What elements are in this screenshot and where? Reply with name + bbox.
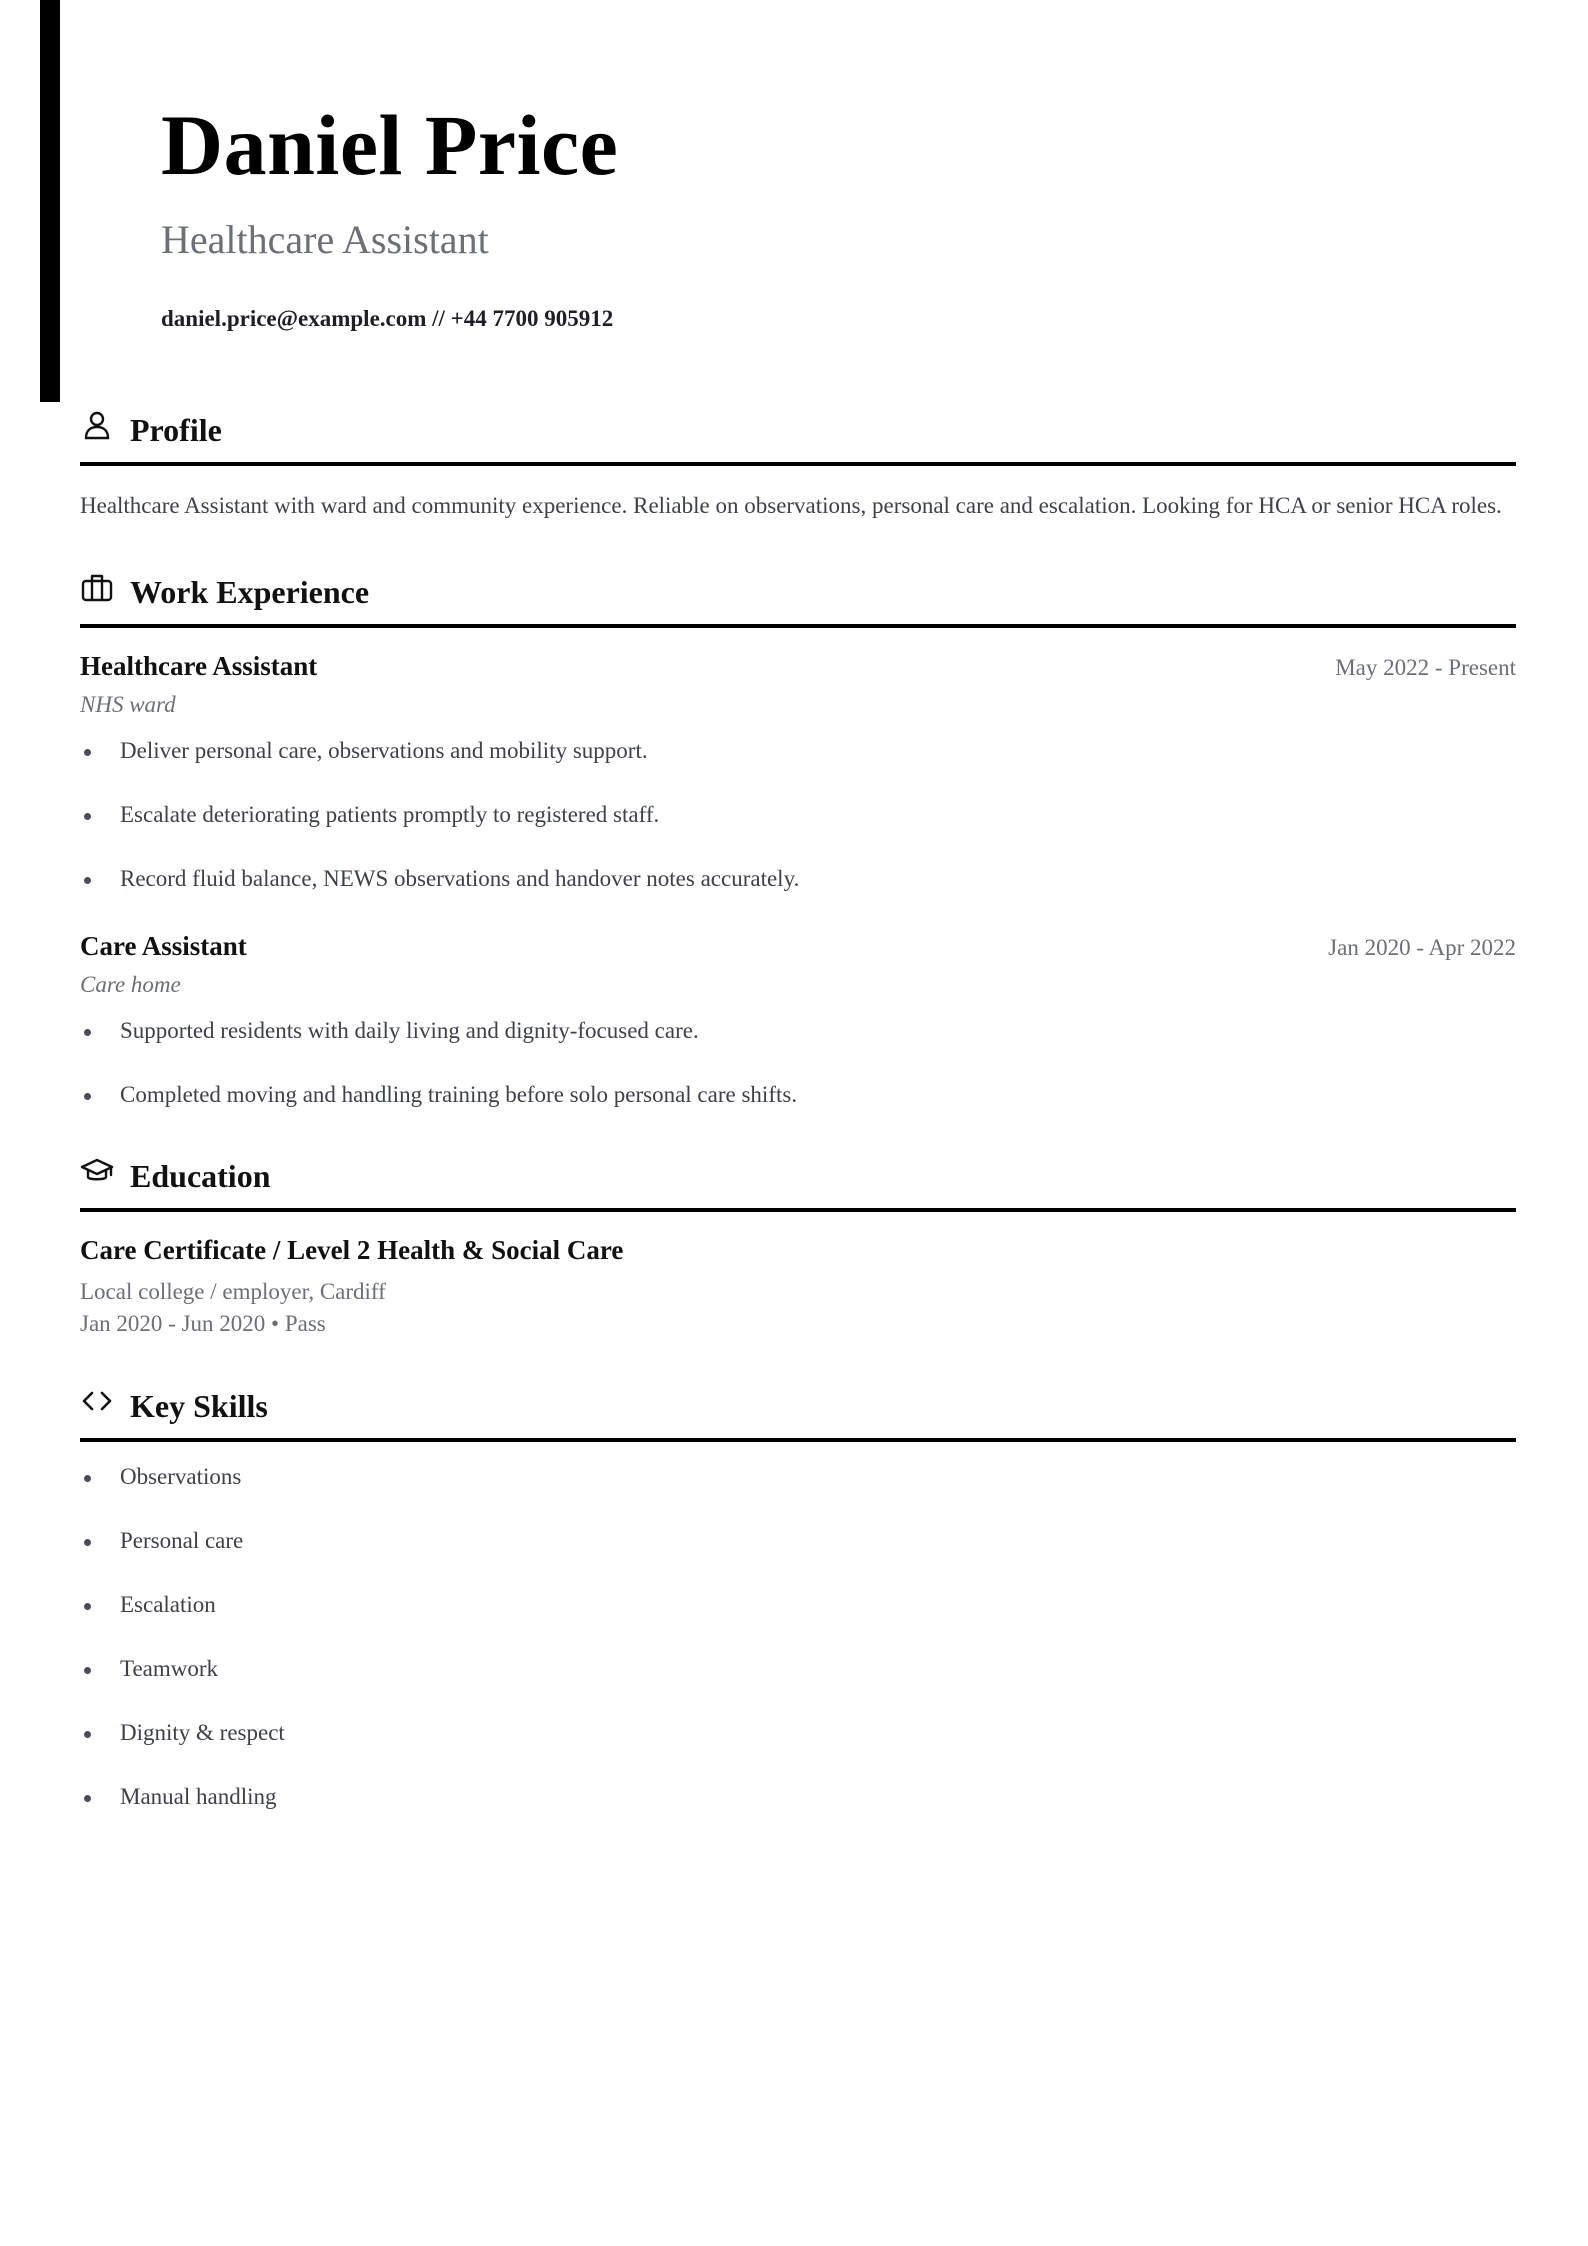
skill-item: Observations	[80, 1462, 1516, 1492]
education-title: Education	[130, 1158, 271, 1194]
skill-item: Teamwork	[80, 1654, 1516, 1684]
accent-bar	[40, 0, 60, 402]
experience-section	[80, 572, 1516, 1110]
contact-line: daniel.price@example.com // +44 7700 905912	[161, 306, 614, 331]
job-title: Healthcare Assistant	[80, 651, 318, 681]
skill-item: Personal care	[80, 1526, 1516, 1556]
profile-heading	[80, 410, 1516, 466]
resume-body	[80, 410, 1516, 1858]
job-bullet: Escalate deteriorating patients promptly to registered staff.	[80, 800, 1516, 830]
job-title: Care Assistant	[80, 931, 247, 961]
candidate-name: Daniel Price	[161, 97, 619, 193]
job-bullet: Record fluid balance, NEWS observations and handover notes accurately.	[80, 864, 1516, 894]
job-bullets	[80, 736, 1516, 894]
job-entry	[80, 928, 1516, 1110]
resume-header	[161, 90, 1508, 334]
experience-title: Work Experience	[130, 574, 370, 610]
job-employer: Care home	[80, 972, 181, 997]
job-dates: Jan 2020 - Apr 2022	[1328, 935, 1516, 960]
job-employer: NHS ward	[80, 692, 176, 717]
job-dates: May 2022 - Present	[1335, 655, 1516, 680]
profile-section	[80, 410, 1516, 526]
skills-heading	[80, 1386, 1516, 1442]
experience-heading	[80, 572, 1516, 628]
skills-section	[80, 1386, 1516, 1812]
education-institution: Local college / employer, Cardiff	[80, 1279, 386, 1304]
skill-item: Escalation	[80, 1590, 1516, 1620]
profile-summary: Healthcare Assistant with ward and community experience. Reliable on observations, personal care and escalation. Looking for HCA or senior HCA roles.	[80, 493, 1502, 518]
job-bullet: Completed moving and handling training before solo personal care shifts.	[80, 1080, 1516, 1110]
skills-list	[80, 1462, 1516, 1812]
job-bullet: Deliver personal care, observations and mobility support.	[80, 736, 1516, 766]
education-section	[80, 1156, 1516, 1340]
job-bullet: Supported residents with daily living and dignity-focused care.	[80, 1016, 1516, 1046]
profile-title: Profile	[130, 412, 222, 448]
skill-item: Manual handling	[80, 1782, 1516, 1812]
graduation-cap-icon	[80, 1155, 114, 1189]
job-entry	[80, 648, 1516, 894]
education-qualification: Care Certificate / Level 2 Health & Social Care	[80, 1235, 624, 1265]
education-details: Jan 2020 - Jun 2020 • Pass	[80, 1311, 326, 1336]
skill-item: Dignity & respect	[80, 1718, 1516, 1748]
candidate-role: Healthcare Assistant	[161, 217, 489, 262]
user-icon	[80, 409, 114, 443]
briefcase-icon	[80, 571, 114, 605]
job-bullets	[80, 1016, 1516, 1110]
skills-title: Key Skills	[130, 1388, 268, 1424]
education-entry	[80, 1232, 1516, 1340]
code-brackets-icon	[80, 1385, 114, 1419]
education-heading	[80, 1156, 1516, 1212]
